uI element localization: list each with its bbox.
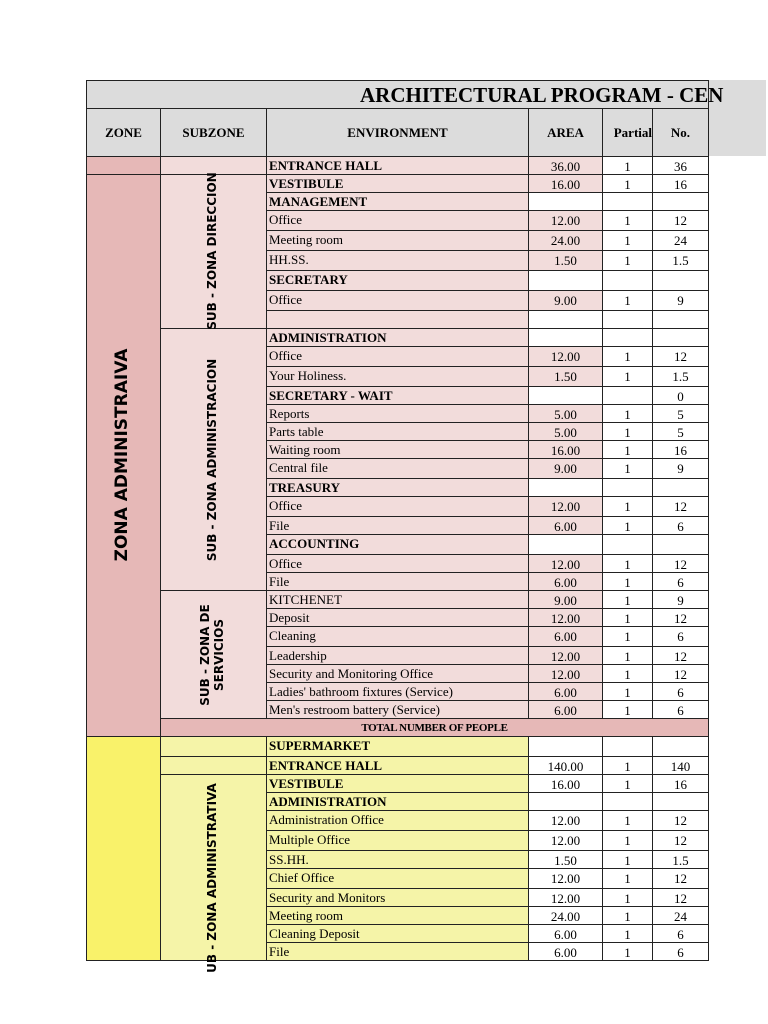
environment-cell: ENTRANCE HALL: [266, 156, 529, 175]
partial-cell: 1: [602, 888, 653, 907]
header-extension: [707, 109, 766, 156]
environment-cell: Parts table: [266, 422, 529, 441]
environment-cell: SECRETARY: [266, 270, 529, 291]
area-cell: 6.00: [528, 626, 603, 647]
no-cell: 12: [652, 210, 709, 231]
no-cell: 6: [652, 942, 709, 961]
area-cell: 12.00: [528, 346, 603, 367]
no-cell: 6: [652, 572, 709, 591]
partial-cell: 1: [602, 756, 653, 775]
partial-cell: [602, 192, 653, 211]
partial-cell: 1: [602, 516, 653, 535]
area-cell: 9.00: [528, 290, 603, 311]
area-cell: 12.00: [528, 210, 603, 231]
no-cell: 6: [652, 516, 709, 535]
environment-cell: HH.SS.: [266, 250, 529, 271]
no-cell: [652, 478, 709, 497]
no-cell: [652, 792, 709, 811]
environment-cell: Office: [266, 346, 529, 367]
subzone-label: UB - ZONA ADMINISTRATIVA: [205, 783, 220, 973]
environment-cell: ENTRANCE HALL: [266, 756, 529, 775]
header-environment: ENVIRONMENT: [266, 108, 529, 157]
environment-cell: VESTIBULE: [266, 774, 529, 793]
environment-cell: File: [266, 942, 529, 961]
area-cell: 140.00: [528, 756, 603, 775]
no-cell: 12: [652, 646, 709, 665]
partial-cell: 1: [602, 404, 653, 423]
no-cell: 12: [652, 868, 709, 889]
environment-cell: KITCHENET: [266, 590, 529, 609]
partial-cell: 1: [602, 366, 653, 387]
zone-cell: [86, 156, 161, 175]
no-cell: 140: [652, 756, 709, 775]
no-cell: [652, 534, 709, 555]
partial-cell: [602, 270, 653, 291]
no-cell: 9: [652, 458, 709, 479]
environment-cell: Multiple Office: [266, 830, 529, 851]
partial-cell: [602, 386, 653, 405]
area-cell: 12.00: [528, 868, 603, 889]
environment-cell: ACCOUNTING: [266, 534, 529, 555]
area-cell: 12.00: [528, 664, 603, 683]
no-cell: 0: [652, 386, 709, 405]
area-cell: 12.00: [528, 830, 603, 851]
no-cell: [652, 328, 709, 347]
environment-cell: TREASURY: [266, 478, 529, 497]
header-subzone: SUBZONE: [160, 108, 267, 157]
no-cell: 12: [652, 496, 709, 517]
partial-cell: 1: [602, 230, 653, 251]
partial-cell: 1: [602, 210, 653, 231]
partial-cell: 1: [602, 422, 653, 441]
partial-cell: 1: [602, 646, 653, 665]
area-cell: [528, 386, 603, 405]
area-cell: [528, 534, 603, 555]
no-cell: 6: [652, 924, 709, 943]
partial-cell: 1: [602, 906, 653, 925]
area-cell: 1.50: [528, 250, 603, 271]
partial-cell: [602, 736, 653, 757]
environment-cell: Men's restroom battery (Service): [266, 700, 529, 719]
environment-cell: Office: [266, 210, 529, 231]
partial-cell: 1: [602, 174, 653, 193]
no-cell: 12: [652, 810, 709, 831]
area-cell: 12.00: [528, 496, 603, 517]
partial-cell: 1: [602, 554, 653, 573]
partial-cell: 1: [602, 590, 653, 609]
area-cell: [528, 792, 603, 811]
area-cell: 1.50: [528, 850, 603, 869]
partial-cell: 1: [602, 156, 653, 175]
environment-cell: VESTIBULE: [266, 174, 529, 193]
title-frame: [86, 80, 709, 109]
area-cell: 24.00: [528, 906, 603, 925]
total-row: TOTAL NUMBER OF PEOPLE: [160, 718, 709, 737]
partial-cell: 1: [602, 626, 653, 647]
no-cell: [652, 270, 709, 291]
partial-cell: 1: [602, 250, 653, 271]
area-cell: 6.00: [528, 572, 603, 591]
area-cell: 16.00: [528, 440, 603, 459]
environment-cell: Waiting room: [266, 440, 529, 459]
partial-cell: 1: [602, 346, 653, 367]
environment-cell: Office: [266, 554, 529, 573]
environment-cell: File: [266, 572, 529, 591]
environment-cell: Meeting room: [266, 906, 529, 925]
environment-cell: SECRETARY - WAIT: [266, 386, 529, 405]
no-cell: 16: [652, 440, 709, 459]
area-cell: 5.00: [528, 422, 603, 441]
area-cell: 9.00: [528, 458, 603, 479]
header-partial: Partial: [602, 108, 653, 157]
no-cell: 24: [652, 906, 709, 925]
partial-cell: 1: [602, 608, 653, 627]
environment-cell: Leadership: [266, 646, 529, 665]
partial-cell: 1: [602, 290, 653, 311]
no-cell: 6: [652, 700, 709, 719]
area-cell: [528, 270, 603, 291]
no-cell: 1.5: [652, 250, 709, 271]
header-no: No.: [652, 108, 709, 157]
partial-cell: [602, 310, 653, 329]
no-cell: 1.5: [652, 850, 709, 869]
environment-cell: Administration Office: [266, 810, 529, 831]
area-cell: 12.00: [528, 554, 603, 573]
environment-cell: Cleaning: [266, 626, 529, 647]
page-title: ARCHITECTURAL PROGRAM - CEN: [360, 83, 724, 107]
partial-cell: 1: [602, 440, 653, 459]
environment-cell: Cleaning Deposit: [266, 924, 529, 943]
no-cell: [652, 310, 709, 329]
no-cell: 16: [652, 774, 709, 793]
partial-cell: 1: [602, 572, 653, 591]
subzone-label: SUB - ZONA DIRECCION: [205, 172, 220, 330]
header-zone: ZONE: [86, 108, 161, 157]
partial-cell: 1: [602, 700, 653, 719]
environment-cell: MANAGEMENT: [266, 192, 529, 211]
environment-cell: Your Holiness.: [266, 366, 529, 387]
area-cell: 6.00: [528, 942, 603, 961]
subzone-label: SUB - ZONA DE SERVICIOS: [198, 604, 226, 706]
area-cell: [528, 192, 603, 211]
no-cell: 12: [652, 664, 709, 683]
partial-cell: 1: [602, 942, 653, 961]
environment-cell: ADMINISTRATION: [266, 328, 529, 347]
partial-cell: [602, 328, 653, 347]
partial-cell: 1: [602, 850, 653, 869]
no-cell: [652, 736, 709, 757]
no-cell: 12: [652, 346, 709, 367]
no-cell: 12: [652, 554, 709, 573]
partial-cell: 1: [602, 664, 653, 683]
environment-cell: Security and Monitors: [266, 888, 529, 907]
partial-cell: 1: [602, 868, 653, 889]
environment-cell: Security and Monitoring Office: [266, 664, 529, 683]
partial-cell: 1: [602, 496, 653, 517]
area-cell: [528, 328, 603, 347]
environment-cell: Office: [266, 290, 529, 311]
area-cell: 16.00: [528, 174, 603, 193]
area-cell: 24.00: [528, 230, 603, 251]
environment-cell: File: [266, 516, 529, 535]
environment-cell: [266, 310, 529, 329]
no-cell: [652, 192, 709, 211]
zone-block-market: [86, 736, 161, 961]
no-cell: 9: [652, 590, 709, 609]
area-cell: 36.00: [528, 156, 603, 175]
no-cell: 12: [652, 830, 709, 851]
no-cell: 36: [652, 156, 709, 175]
area-cell: 6.00: [528, 516, 603, 535]
area-cell: 6.00: [528, 924, 603, 943]
area-cell: 12.00: [528, 646, 603, 665]
no-cell: 12: [652, 888, 709, 907]
partial-cell: 1: [602, 810, 653, 831]
area-cell: [528, 310, 603, 329]
environment-cell: Meeting room: [266, 230, 529, 251]
header-area: AREA: [528, 108, 603, 157]
subzone-cell: [160, 756, 267, 775]
area-cell: 5.00: [528, 404, 603, 423]
environment-cell: SUPERMARKET: [266, 736, 529, 757]
partial-cell: 1: [602, 682, 653, 701]
partial-cell: 1: [602, 774, 653, 793]
environment-cell: Chief Office: [266, 868, 529, 889]
no-cell: 5: [652, 404, 709, 423]
subzone-label: SUB - ZONA ADMINISTRACION: [205, 358, 220, 562]
no-cell: 9: [652, 290, 709, 311]
environment-cell: SS.HH.: [266, 850, 529, 869]
zone-label: ZONA ADMINISTRAIVA: [112, 348, 133, 562]
subzone-cell: [160, 736, 267, 757]
no-cell: 6: [652, 626, 709, 647]
no-cell: 24: [652, 230, 709, 251]
partial-cell: [602, 534, 653, 555]
environment-cell: Ladies' bathroom fixtures (Service): [266, 682, 529, 701]
partial-cell: [602, 478, 653, 497]
area-cell: 12.00: [528, 810, 603, 831]
partial-cell: [602, 792, 653, 811]
area-cell: 6.00: [528, 700, 603, 719]
area-cell: 9.00: [528, 590, 603, 609]
partial-cell: 1: [602, 924, 653, 943]
area-cell: [528, 736, 603, 757]
area-cell: [528, 478, 603, 497]
area-cell: 12.00: [528, 888, 603, 907]
area-cell: 16.00: [528, 774, 603, 793]
area-cell: 6.00: [528, 682, 603, 701]
partial-cell: 1: [602, 458, 653, 479]
environment-cell: Central file: [266, 458, 529, 479]
environment-cell: ADMINISTRATION: [266, 792, 529, 811]
environment-cell: Reports: [266, 404, 529, 423]
no-cell: 1.5: [652, 366, 709, 387]
no-cell: 5: [652, 422, 709, 441]
environment-cell: Deposit: [266, 608, 529, 627]
environment-cell: Office: [266, 496, 529, 517]
no-cell: 16: [652, 174, 709, 193]
area-cell: 12.00: [528, 608, 603, 627]
area-cell: 1.50: [528, 366, 603, 387]
partial-cell: 1: [602, 830, 653, 851]
no-cell: 12: [652, 608, 709, 627]
no-cell: 6: [652, 682, 709, 701]
